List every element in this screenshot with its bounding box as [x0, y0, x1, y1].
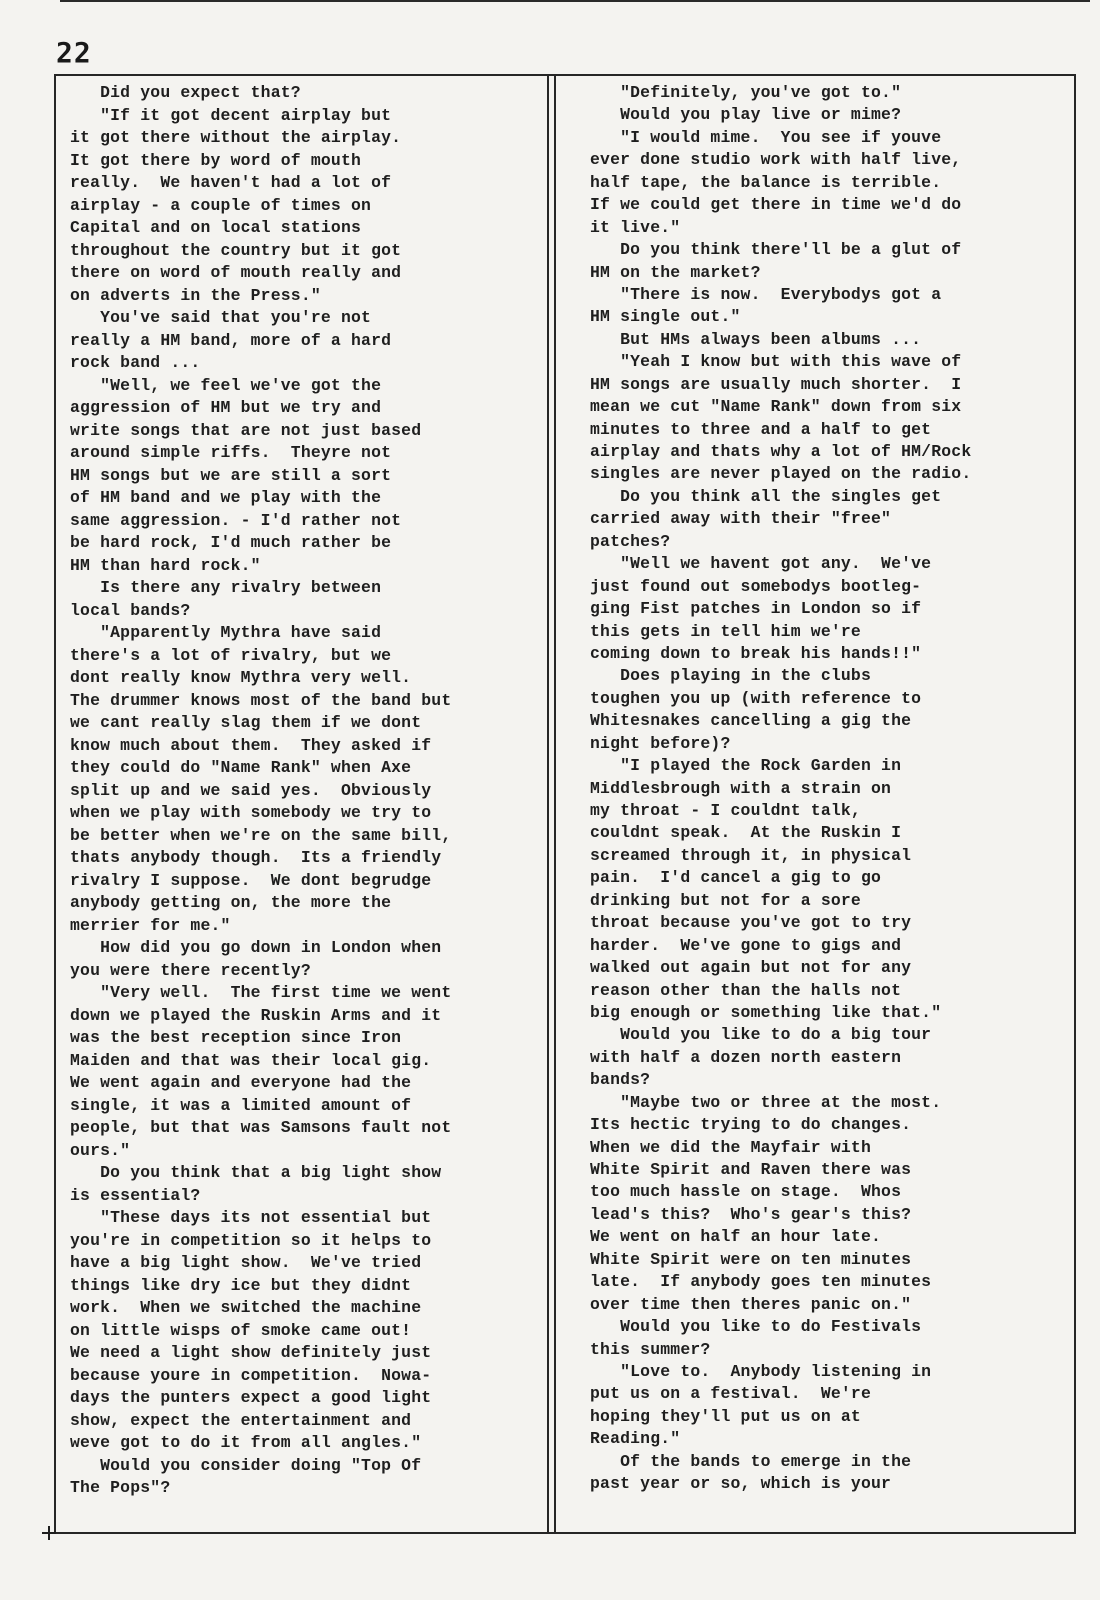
text-line: "Well we havent got any. We've — [590, 554, 932, 574]
top-rule — [60, 0, 1090, 2]
text-line: toughen you up (with reference to — [590, 688, 922, 708]
text-line: really. We haven't had a lot of — [70, 173, 392, 192]
text-line: half tape, the balance is terrible. — [590, 172, 942, 192]
text-line: really a HM band, more of a hard — [70, 330, 392, 350]
text-line: Would you like to do a big tour — [590, 1025, 932, 1045]
text-line: because youre in competition. Nowa- — [70, 1365, 432, 1385]
text-line: Of the bands to emerge in the — [590, 1451, 912, 1471]
text-line: "Definitely, you've got to." — [590, 83, 902, 102]
text-line: be better when we're on the same bill, — [70, 825, 452, 845]
text-line: "If it got decent airplay but — [70, 105, 392, 125]
text-line: Do you think all the singles get — [590, 486, 942, 506]
text-line: "Apparently Mythra have said — [70, 623, 382, 642]
text-line: carried away with their "free" — [590, 509, 892, 529]
text-line: Does playing in the clubs — [590, 666, 872, 686]
text-line: minutes to three and a half to get — [590, 419, 932, 439]
text-line: merrier for me." — [70, 915, 231, 935]
text-line: We need a light show definitely just — [70, 1343, 432, 1362]
text-line: aggression of HM but we try and — [70, 398, 382, 417]
text-line: "Well, we feel we've got the — [70, 375, 382, 395]
text-line: "There is now. Everybodys got a — [590, 284, 942, 304]
text-line: You've said that you're not — [70, 308, 372, 327]
text-line: "These days its not essential but — [70, 1208, 432, 1227]
text-line: Maiden and that was their local gig. — [70, 1050, 432, 1070]
text-line: We went on half an hour late. — [590, 1227, 882, 1247]
text-line: coming down to break his hands!!" — [590, 643, 922, 663]
text-line: was the best reception since Iron — [70, 1028, 402, 1047]
text-line: lead's this? Who's gear's this? — [590, 1204, 912, 1224]
text-line: "I would mime. You see if youve — [590, 127, 942, 147]
page-number: 22 — [56, 36, 92, 69]
text-line: HM songs but we are still a sort — [70, 465, 392, 485]
text-line: with half a dozen north eastern — [590, 1047, 902, 1067]
text-line: local bands? — [70, 600, 191, 620]
text-line: "Love to. Anybody listening in — [590, 1361, 932, 1381]
text-line: single, it was a limited amount of — [70, 1095, 412, 1115]
text-line: The Pops"? — [70, 1478, 171, 1497]
text-line: The drummer knows most of the band but — [70, 690, 452, 710]
text-line: airplay - a couple of times on — [70, 195, 372, 215]
text-line: hoping they'll put us on at — [590, 1406, 861, 1426]
text-line: ever done studio work with half live, — [590, 150, 962, 170]
text-line: White Spirit and Raven there was — [590, 1160, 912, 1179]
text-line: it live." — [590, 217, 681, 237]
text-line: HM songs are usually much shorter. I — [590, 374, 962, 394]
text-line: If we could get there in time we'd do — [590, 195, 962, 215]
text-line: HM single out." — [590, 307, 741, 327]
corner-mark — [42, 1526, 56, 1540]
text-line: singles are never played on the radio. — [590, 464, 972, 484]
text-line: big enough or something like that." — [590, 1002, 942, 1022]
text-line: work. When we switched the machine — [70, 1298, 422, 1317]
text-line: on little wisps of smoke came out! — [70, 1320, 412, 1340]
text-line: patches? — [590, 531, 671, 551]
text-line: Would you like to do Festivals — [590, 1317, 922, 1337]
text-line: screamed through it, in physical — [590, 845, 912, 865]
text-line: Would you play live or mime? — [590, 105, 902, 125]
text-line: on adverts in the Press." — [70, 285, 321, 305]
text-line: But HMs always been albums ... — [590, 329, 922, 349]
text-line: drinking but not for a sore — [590, 890, 861, 910]
text-line: know much about them. They asked if — [70, 735, 432, 755]
text-line: there's a lot of rivalry, but we — [70, 645, 392, 665]
text-line: White Spirit were on ten minutes — [590, 1249, 912, 1269]
right-column — [590, 82, 1066, 1496]
text-line: my throat - I couldnt talk, — [590, 801, 861, 820]
text-line: have a big light show. We've tried — [70, 1253, 422, 1272]
text-line: How did you go down in London when — [70, 938, 442, 957]
text-line: you're in competition so it helps to — [70, 1230, 432, 1250]
text-line: night before)? — [590, 733, 731, 753]
text-line: same aggression. - I'd rather not — [70, 510, 402, 530]
text-line: It got there by word of mouth — [70, 150, 362, 170]
text-line: airplay and thats why a lot of HM/Rock — [590, 442, 972, 461]
text-line: late. If anybody goes ten minutes — [590, 1272, 932, 1292]
text-line: down we played the Ruskin Arms and it — [70, 1005, 442, 1025]
text-line: dont really know Mythra very well. — [70, 668, 412, 687]
text-line: HM than hard rock." — [70, 555, 261, 575]
column-divider — [554, 74, 556, 1534]
text-line: things like dry ice but they didnt — [70, 1275, 412, 1295]
text-line: HM on the market? — [590, 262, 761, 282]
text-line: couldnt speak. At the Ruskin I — [590, 823, 902, 843]
text-line: you were there recently? — [70, 960, 311, 980]
text-line: it got there without the airplay. — [70, 128, 402, 147]
text-line: Middlesbrough with a strain on — [590, 778, 892, 798]
text-line: around simple riffs. Theyre not — [70, 443, 392, 462]
text-line: "Yeah I know but with this wave of — [590, 352, 962, 372]
text-line: there on word of mouth really and — [70, 263, 402, 282]
text-line: be hard rock, I'd much rather be — [70, 533, 392, 552]
text-line: bands? — [590, 1070, 651, 1090]
text-line: rock band ... — [70, 353, 201, 372]
text-line: put us on a festival. We're — [590, 1384, 872, 1404]
text-line: too much hassle on stage. Whos — [590, 1182, 902, 1202]
text-line: this gets in tell him we're — [590, 621, 861, 641]
text-line: walked out again but not for any — [590, 958, 912, 978]
text-line: of HM band and we play with the — [70, 488, 382, 507]
text-line: past year or so, which is your — [590, 1474, 892, 1494]
text-line: days the punters expect a good light — [70, 1388, 432, 1407]
text-line: thats anybody though. Its a friendly — [70, 848, 442, 867]
text-line: "Very well. The first time we went — [70, 983, 452, 1002]
text-line: we cant really slag them if we dont — [70, 713, 422, 732]
text-line: anybody getting on, the more the — [70, 893, 392, 912]
column-divider — [547, 74, 549, 1534]
text-line: Capital and on local stations — [70, 218, 362, 237]
text-line: Whitesnakes cancelling a gig the — [590, 711, 912, 731]
text-line: over time then theres panic on." — [590, 1294, 912, 1314]
text-line: write songs that are not just based — [70, 420, 422, 440]
text-line: When we did the Mayfair with — [590, 1137, 872, 1157]
text-line: rivalry I suppose. We dont begrudge — [70, 870, 432, 890]
text-line: people, but that was Samsons fault not — [70, 1118, 452, 1137]
text-line: We went again and everyone had the — [70, 1073, 412, 1092]
text-line: Did you expect that? — [70, 83, 301, 102]
text-line: Reading." — [590, 1429, 681, 1449]
text-line: this summer? — [590, 1339, 711, 1359]
text-line: mean we cut "Name Rank" down from six — [590, 397, 962, 417]
text-line: Is there any rivalry between — [70, 578, 382, 597]
text-line: ging Fist patches in London so if — [590, 599, 922, 619]
text-line: throat because you've got to try — [590, 913, 912, 933]
text-line: throughout the country but it got — [70, 240, 402, 260]
text-line: harder. We've gone to gigs and — [590, 935, 902, 955]
text-line: ours." — [70, 1140, 131, 1160]
text-line: just found out somebodys bootleg- — [590, 576, 922, 596]
text-line: "Maybe two or three at the most. — [590, 1092, 942, 1112]
text-line: pain. I'd cancel a gig to go — [590, 868, 882, 888]
text-line: Its hectic trying to do changes. — [590, 1115, 912, 1135]
text-line: Do you think there'll be a glut of — [590, 240, 962, 260]
text-line: show, expect the entertainment and — [70, 1410, 412, 1430]
text-line: is essential? — [70, 1185, 201, 1205]
text-line: they could do "Name Rank" when Axe — [70, 758, 412, 777]
text-line: reason other than the halls not — [590, 980, 902, 1000]
left-column — [70, 82, 540, 1500]
text-line: "I played the Rock Garden in — [590, 756, 902, 776]
text-line: Would you consider doing "Top Of — [70, 1455, 422, 1475]
text-line: weve got to do it from all angles." — [70, 1433, 422, 1452]
text-line: Do you think that a big light show — [70, 1163, 442, 1182]
text-line: split up and we said yes. Obviously — [70, 780, 432, 800]
text-line: when we play with somebody we try to — [70, 803, 432, 822]
